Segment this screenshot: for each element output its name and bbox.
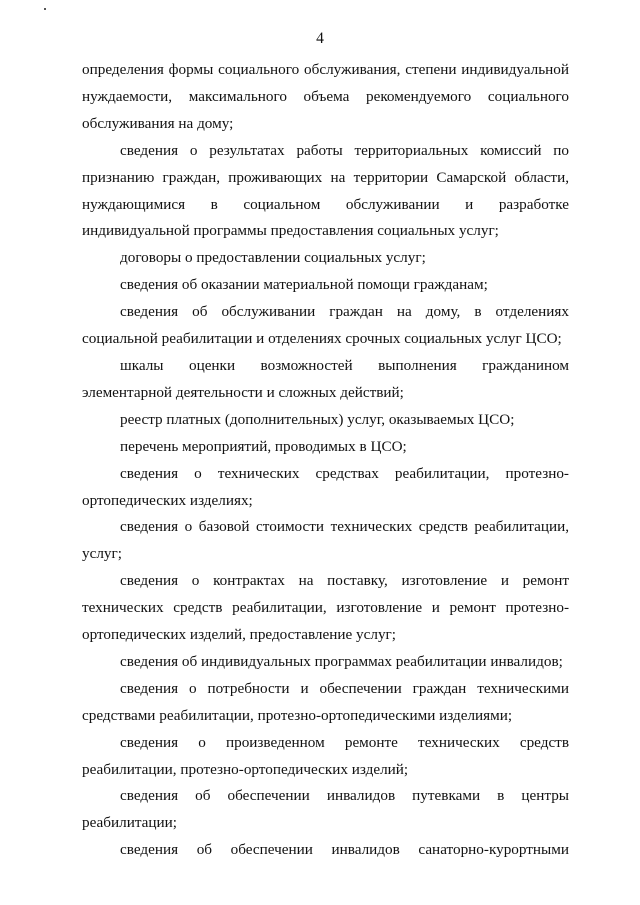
- paragraph: сведения об обслуживании граждан на дому, в отделениях социальной реабилитации и отделениях срочных социальных услуг ЦСО;: [82, 303, 569, 348]
- scan-speck: [44, 8, 46, 10]
- paragraph: сведения о базовой стоимости технических средств реабилитации, услуг;: [82, 518, 569, 563]
- paragraph: договоры о предоставлении социальных услуг;: [120, 249, 426, 267]
- paragraph: сведения о технических средствах реабилитации, протезно-ортопедических изделиях;: [82, 464, 569, 509]
- paragraph: сведения об обеспечении инвалидов путевками в центры реабилитации;: [82, 787, 569, 832]
- paragraph: сведения о потребности и обеспечении граждан техническими средствами реабилитации, протезно-ортопедическими изделиями;: [82, 679, 569, 724]
- paragraph: перечень мероприятий, проводимых в ЦСО;: [120, 437, 407, 455]
- paragraph: сведения об индивидуальных программах реабилитации инвалидов;: [120, 652, 563, 670]
- paragraph: реестр платных (дополнительных) услуг, оказываемых ЦСО;: [120, 410, 515, 428]
- document-body: [82, 57, 569, 864]
- paragraph: сведения о результатах работы территориальных комиссий по признанию граждан, проживающих на территории Самарской области, нуждающимися в социальном обслуживании и разработке индивидуальной программы предоставления социальных услуг;: [82, 141, 569, 240]
- paragraph: сведения об обеспечении инвалидов санаторно-курортными: [120, 841, 569, 859]
- paragraph: сведения об оказании материальной помощи гражданам;: [120, 276, 488, 294]
- paragraph: сведения о контрактах на поставку, изготовление и ремонт технических средств реабилитации, изготовление и ремонт протезно-ортопедических изделий, предоставление услуг;: [82, 572, 569, 644]
- paragraph: шкалы оценки возможностей выполнения гражданином элементарной деятельности и сложных действий;: [82, 356, 569, 401]
- page-number: 4: [316, 30, 324, 47]
- paragraph: сведения о произведенном ремонте технических средств реабилитации, протезно-ортопедических изделий;: [82, 733, 569, 778]
- paragraph: определения формы социального обслуживания, степени индивидуальной нуждаемости, максимального объема рекомендуемого социального обслуживания на дому;: [82, 61, 569, 132]
